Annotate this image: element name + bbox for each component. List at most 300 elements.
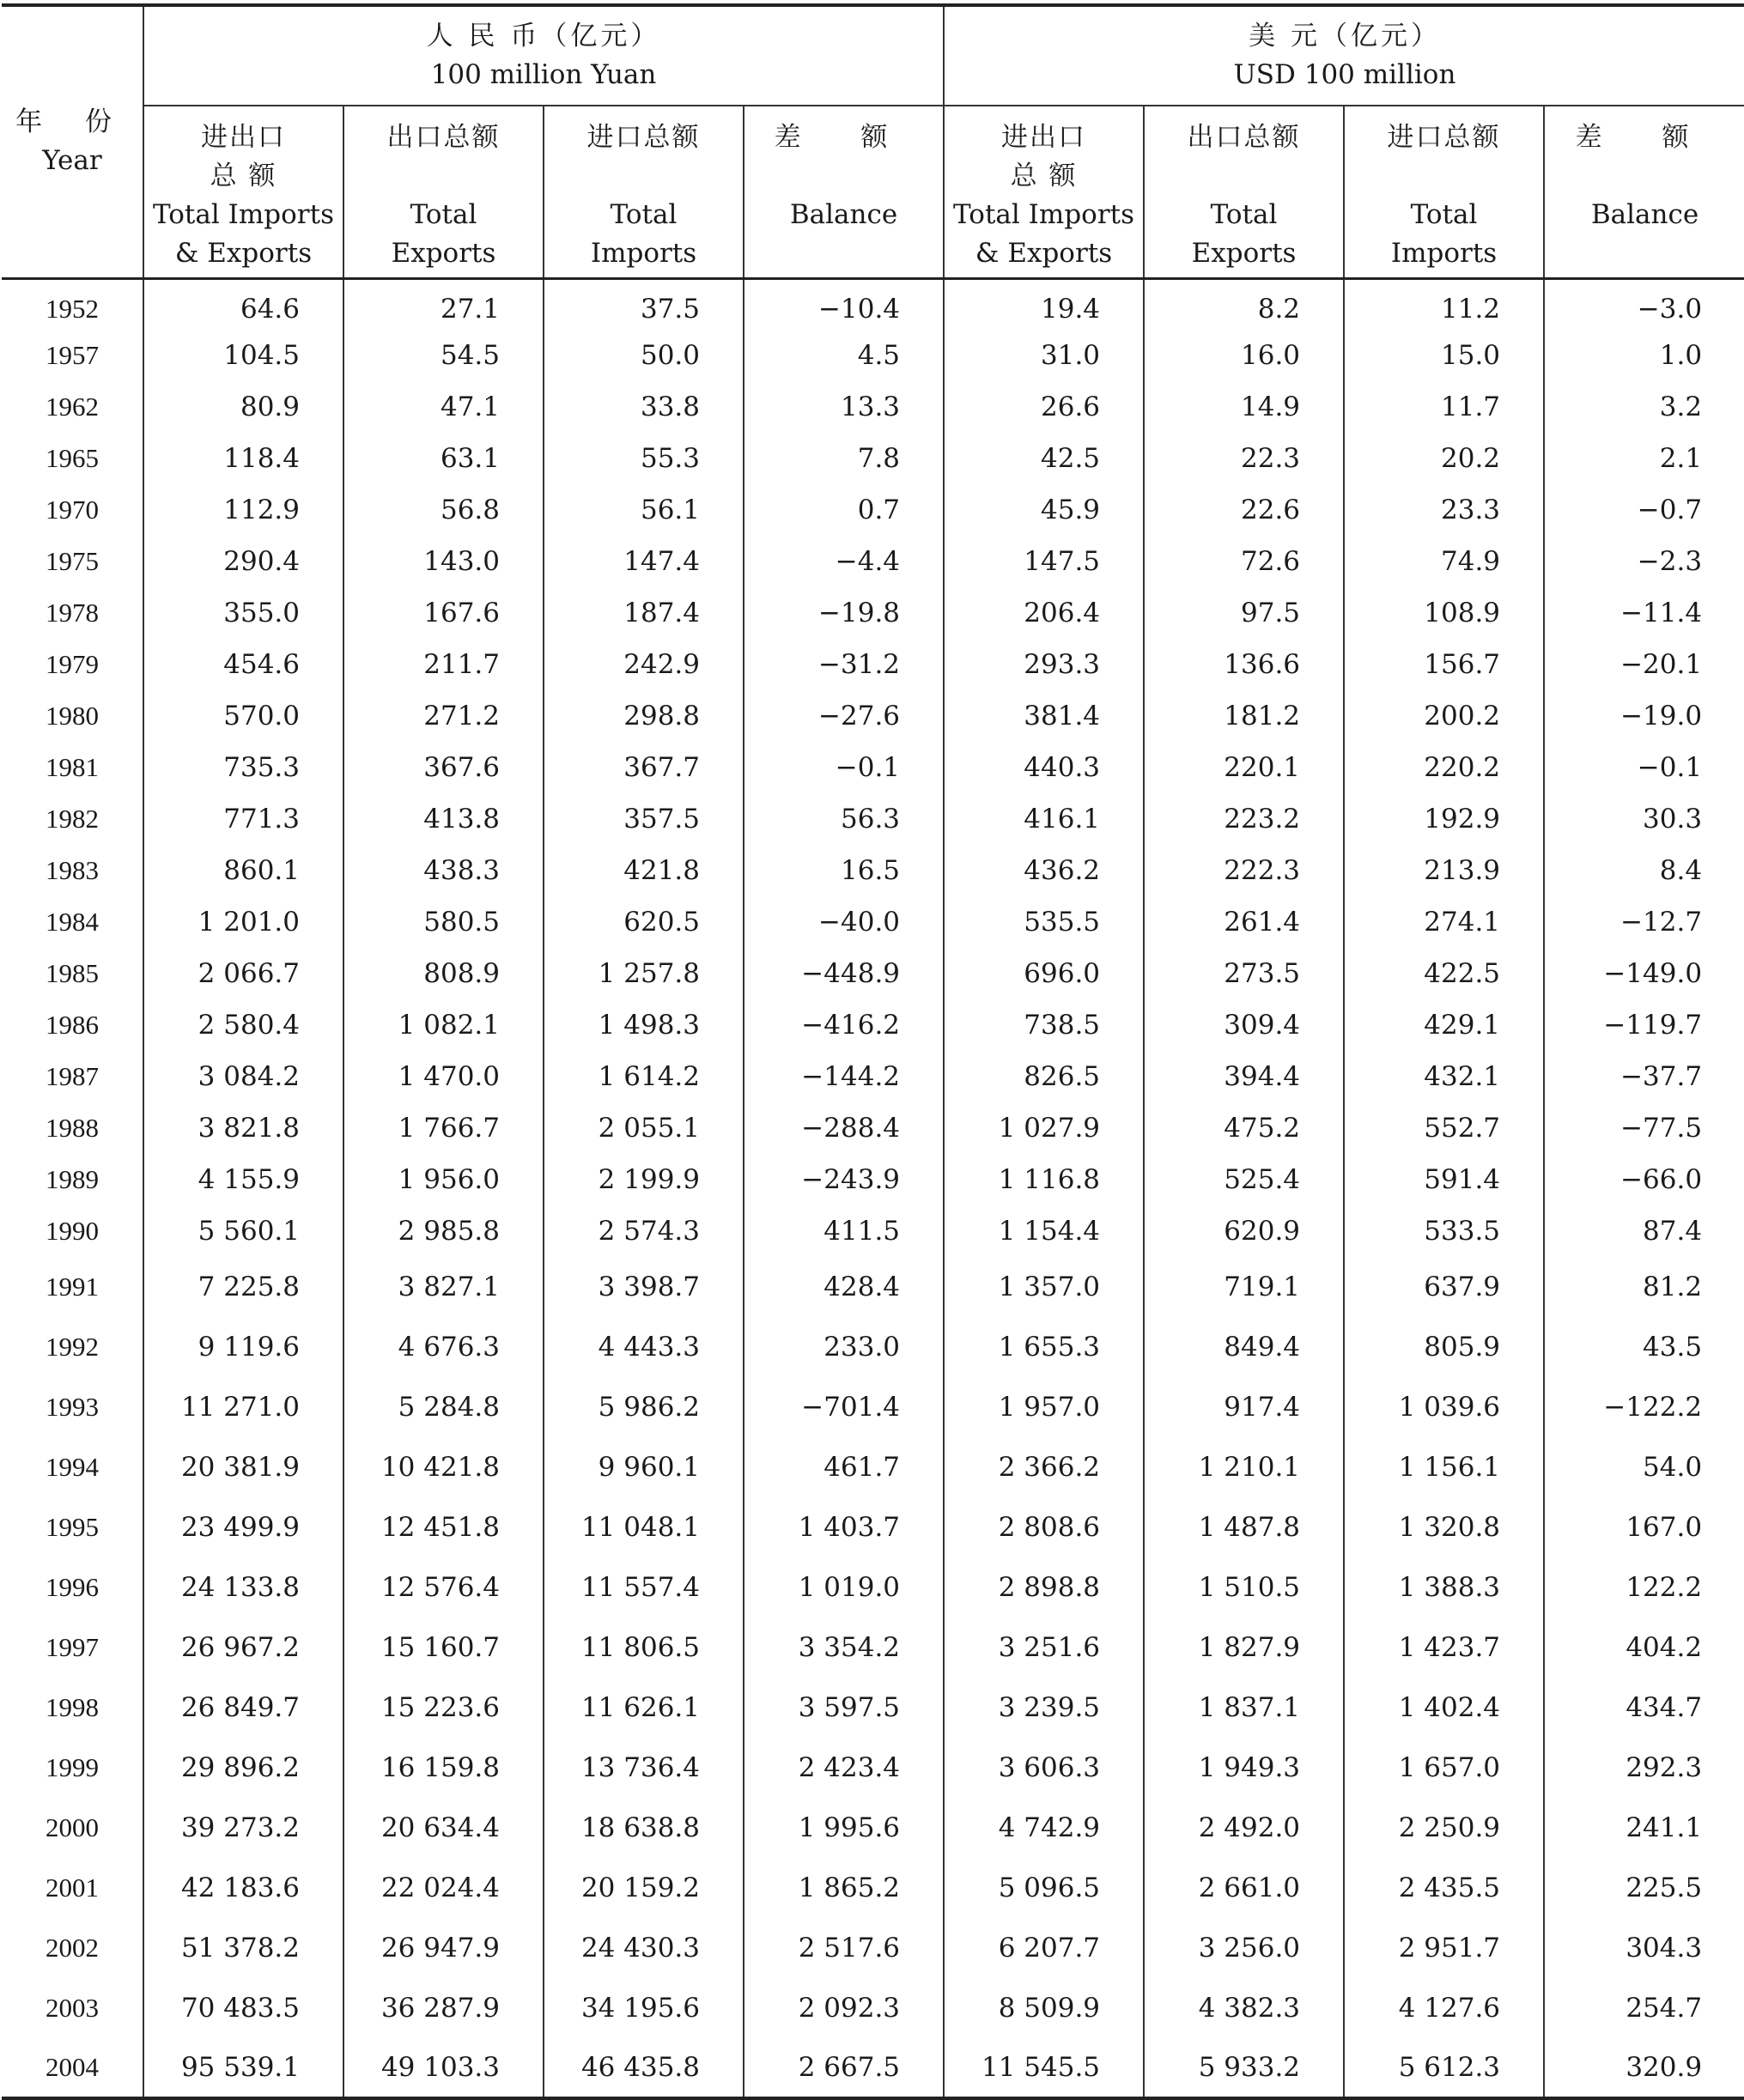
rmb-balance-cell: −144.2 — [744, 1051, 944, 1102]
rmb-balance-cell: 1 403.7 — [744, 1497, 944, 1557]
usd-balance-cell: −37.7 — [1544, 1051, 1744, 1102]
usd-imports-cell: 432.1 — [1344, 1051, 1544, 1102]
year-cell: 2003 — [46, 1993, 99, 2023]
usd-imports-cell: 2 951.7 — [1344, 1918, 1544, 1978]
usd-balance-cell: 434.7 — [1544, 1678, 1744, 1738]
year-cell: 1986 — [46, 1010, 99, 1040]
table-row — [2, 381, 1744, 433]
usd-exports-cell: 2 492.0 — [1144, 1798, 1344, 1858]
usd-exports-cell: 223.2 — [1144, 793, 1344, 845]
usd-imports-cell: 2 250.9 — [1344, 1798, 1544, 1858]
usd-imports-cell: 637.9 — [1344, 1257, 1544, 1317]
rmb-total-cell: 29 896.2 — [143, 1738, 343, 1798]
col-label-en: Total — [1210, 199, 1278, 230]
usd-balance-cell: −0.7 — [1544, 484, 1744, 536]
usd-total-cell: 147.5 — [944, 536, 1144, 587]
rmb-imports-cell: 357.5 — [544, 793, 744, 845]
usd-exports-cell: 475.2 — [1144, 1102, 1344, 1154]
rmb-exports-cell: 12 451.8 — [343, 1497, 544, 1557]
rmb-imports-cell: 367.7 — [544, 742, 744, 793]
col-label-zh: 差 额 — [774, 122, 914, 153]
usd-exports-cell: 222.3 — [1144, 845, 1344, 896]
rmb-total-cell: 9 119.6 — [143, 1317, 343, 1377]
rmb-imports-cell: 1 614.2 — [544, 1051, 744, 1102]
usd-total-cell: 1 027.9 — [944, 1102, 1144, 1154]
rmb-exports-cell: 143.0 — [343, 536, 544, 587]
usd-imports-cell: 2 435.5 — [1344, 1858, 1544, 1918]
table-row — [2, 1317, 1744, 1377]
rmb-exports-cell: 438.3 — [343, 845, 544, 896]
usd-total-cell: 26.6 — [944, 381, 1144, 433]
col-label-en: Total Imports — [953, 199, 1135, 230]
rmb-balance-cell: 428.4 — [744, 1257, 944, 1317]
usd-group-zh: 美 元（亿元） — [1249, 21, 1441, 52]
rmb-balance-cell: −4.4 — [744, 536, 944, 587]
rmb-group-header — [143, 5, 944, 106]
usd-total-cell: 440.3 — [944, 742, 1144, 793]
table-row — [2, 1918, 1744, 1978]
rmb-total-cell: 7 225.8 — [143, 1257, 343, 1317]
usd-balance-cell: −3.0 — [1544, 278, 1744, 330]
usd-imports-cell: 15.0 — [1344, 330, 1544, 381]
rmb-imports-cell: 11 557.4 — [544, 1557, 744, 1617]
usd-balance-cell: −77.5 — [1544, 1102, 1744, 1154]
table-row — [2, 1051, 1744, 1102]
table-row — [2, 948, 1744, 999]
rmb-total-cell: 23 499.9 — [143, 1497, 343, 1557]
col-label-zh-2: 总 额 — [1010, 161, 1078, 191]
usd-balance-cell: −0.1 — [1544, 742, 1744, 793]
year-cell: 1983 — [46, 855, 99, 885]
col-label-spacer — [544, 157, 743, 196]
rmb-imports-cell: 187.4 — [544, 587, 744, 639]
usd-exports-cell: 4 382.3 — [1144, 1978, 1344, 2038]
usd-imports-cell: 1 657.0 — [1344, 1738, 1544, 1798]
usd-exports-cell: 261.4 — [1144, 896, 1344, 948]
rmb-exports-cell: 22 024.4 — [343, 1858, 544, 1918]
rmb-balance-cell: −40.0 — [744, 896, 944, 948]
year-cell: 1992 — [46, 1332, 99, 1362]
usd-balance-cell: −11.4 — [1544, 587, 1744, 639]
rmb-balance-cell: 2 517.6 — [744, 1918, 944, 1978]
usd-exports-cell: 309.4 — [1144, 999, 1344, 1051]
year-cell: 1970 — [46, 495, 99, 525]
usd-imports-cell: 20.2 — [1344, 433, 1544, 484]
rmb-total-cell: 42 183.6 — [143, 1858, 343, 1918]
usd-balance-cell: 320.9 — [1544, 2038, 1744, 2098]
rmb-exports-cell: 12 576.4 — [343, 1557, 544, 1617]
rmb-imports-cell: 11 048.1 — [544, 1497, 744, 1557]
col-label-spacer — [744, 157, 943, 196]
usd-balance-cell: 122.2 — [1544, 1557, 1744, 1617]
usd-imports-cell: 23.3 — [1344, 484, 1544, 536]
usd-imports-cell: 74.9 — [1344, 536, 1544, 587]
rmb-exports-cell: 271.2 — [343, 690, 544, 742]
table-row — [2, 1738, 1744, 1798]
year-cell: 1965 — [46, 443, 99, 473]
rmb-balance-cell: 0.7 — [744, 484, 944, 536]
table-body — [2, 278, 1744, 2098]
rmb-total-cell: 95 539.1 — [143, 2038, 343, 2098]
rmb-total-cell: 3 821.8 — [143, 1102, 343, 1154]
table-row — [2, 1978, 1744, 2038]
rmb-exports-cell: 1 956.0 — [343, 1154, 544, 1205]
usd-imports-cell: 1 039.6 — [1344, 1377, 1544, 1437]
rmb-total-cell: 64.6 — [143, 278, 343, 330]
rmb-balance-cell: 411.5 — [744, 1205, 944, 1257]
rmb-imports-cell: 33.8 — [544, 381, 744, 433]
rmb-imports-cell: 9 960.1 — [544, 1437, 744, 1497]
year-cell: 2000 — [46, 1812, 99, 1842]
rmb-balance-cell: −19.8 — [744, 587, 944, 639]
year-cell: 1993 — [46, 1392, 99, 1422]
table-row — [2, 484, 1744, 536]
rmb-imports-cell: 11 806.5 — [544, 1617, 744, 1678]
usd-exports-cell: 136.6 — [1144, 639, 1344, 690]
header-group-row — [2, 5, 1744, 106]
rmb-balance-cell: 461.7 — [744, 1437, 944, 1497]
usd-total-cell: 5 096.5 — [944, 1858, 1144, 1918]
col-label-en-2: & Exports — [174, 238, 313, 269]
usd-exports-cell: 1 949.3 — [1144, 1738, 1344, 1798]
rmb-balance-cell: −448.9 — [744, 948, 944, 999]
rmb-exports-cell: 1 082.1 — [343, 999, 544, 1051]
table-row — [2, 278, 1744, 330]
year-cell: 1994 — [46, 1452, 99, 1482]
rmb-balance-cell: 2 667.5 — [744, 2038, 944, 2098]
table-row — [2, 330, 1744, 381]
usd-balance-cell: −19.0 — [1544, 690, 1744, 742]
rmb-balance-cell: −27.6 — [744, 690, 944, 742]
usd-total-cell: 535.5 — [944, 896, 1144, 948]
rmb-exports-cell: 2 985.8 — [343, 1205, 544, 1257]
usd-group-en: USD 100 million — [1233, 59, 1456, 90]
usd-imports-cell: 1 402.4 — [1344, 1678, 1544, 1738]
year-cell: 1978 — [46, 598, 99, 628]
usd-total-cell: 42.5 — [944, 433, 1144, 484]
usd-total-cell: 2 366.2 — [944, 1437, 1144, 1497]
usd-imports-cell: 213.9 — [1344, 845, 1544, 896]
rmb-group-zh: 人 民 币（亿元） — [426, 21, 661, 52]
usd-balance-cell: 167.0 — [1544, 1497, 1744, 1557]
rmb-exports-cell: 15 223.6 — [343, 1678, 544, 1738]
year-cell: 1987 — [46, 1061, 99, 1091]
col-label-spacer — [1545, 157, 1744, 196]
table-row — [2, 2038, 1744, 2098]
usd-total-header — [944, 106, 1144, 278]
trade-statistics-table — [2, 3, 1744, 2100]
rmb-balance-cell: 13.3 — [744, 381, 944, 433]
rmb-exports-cell: 47.1 — [343, 381, 544, 433]
col-label-en: Balance — [789, 199, 898, 230]
col-label-zh: 进口总额 — [1387, 122, 1501, 153]
rmb-exports-header — [343, 106, 544, 278]
usd-balance-cell: 304.3 — [1544, 1918, 1744, 1978]
rmb-balance-cell: −416.2 — [744, 999, 944, 1051]
year-cell: 1989 — [46, 1164, 99, 1194]
rmb-balance-cell: 233.0 — [744, 1317, 944, 1377]
usd-total-cell: 2 808.6 — [944, 1497, 1144, 1557]
col-label-en: Total Imports — [153, 199, 334, 230]
rmb-exports-cell: 808.9 — [343, 948, 544, 999]
usd-balance-cell: 225.5 — [1544, 1858, 1744, 1918]
rmb-total-cell: 860.1 — [143, 845, 343, 896]
table-row — [2, 845, 1744, 896]
table-row — [2, 999, 1744, 1051]
usd-imports-cell: 274.1 — [1344, 896, 1544, 948]
year-cell: 1984 — [46, 907, 99, 937]
year-cell: 1990 — [46, 1216, 99, 1246]
usd-imports-cell: 1 388.3 — [1344, 1557, 1544, 1617]
usd-total-cell: 826.5 — [944, 1051, 1144, 1102]
year-cell: 1952 — [46, 293, 99, 324]
col-label-en: Balance — [1590, 199, 1699, 230]
rmb-imports-cell: 56.1 — [544, 484, 744, 536]
rmb-total-cell: 1 201.0 — [143, 896, 343, 948]
rmb-imports-cell: 3 398.7 — [544, 1257, 744, 1317]
table-row — [2, 1678, 1744, 1738]
usd-balance-cell: 241.1 — [1544, 1798, 1744, 1858]
col-label-zh: 出口总额 — [1187, 122, 1301, 153]
rmb-imports-cell: 55.3 — [544, 433, 744, 484]
table-row — [2, 742, 1744, 793]
usd-imports-cell: 200.2 — [1344, 690, 1544, 742]
usd-exports-cell: 97.5 — [1144, 587, 1344, 639]
usd-imports-cell: 533.5 — [1344, 1205, 1544, 1257]
usd-total-cell: 436.2 — [944, 845, 1144, 896]
rmb-exports-cell: 5 284.8 — [343, 1377, 544, 1437]
table-row — [2, 690, 1744, 742]
rmb-exports-cell: 10 421.8 — [343, 1437, 544, 1497]
col-label-zh: 出口总额 — [386, 122, 501, 153]
rmb-total-cell: 26 967.2 — [143, 1617, 343, 1678]
usd-total-cell: 2 898.8 — [944, 1557, 1144, 1617]
rmb-imports-cell: 1 257.8 — [544, 948, 744, 999]
usd-balance-cell: 54.0 — [1544, 1437, 1744, 1497]
year-cell: 1988 — [46, 1113, 99, 1143]
rmb-exports-cell: 16 159.8 — [343, 1738, 544, 1798]
usd-total-cell: 31.0 — [944, 330, 1144, 381]
usd-balance-cell: 292.3 — [1544, 1738, 1744, 1798]
usd-total-cell: 416.1 — [944, 793, 1144, 845]
col-label-en-2: Imports — [590, 238, 697, 269]
usd-exports-cell: 5 933.2 — [1144, 2038, 1344, 2098]
rmb-total-cell: 4 155.9 — [143, 1154, 343, 1205]
usd-imports-cell: 108.9 — [1344, 587, 1544, 639]
usd-imports-cell: 422.5 — [1344, 948, 1544, 999]
year-cell: 1979 — [46, 649, 99, 679]
col-label-en-2: Imports — [1390, 238, 1498, 269]
usd-imports-cell: 4 127.6 — [1344, 1978, 1544, 2038]
rmb-total-cell: 112.9 — [143, 484, 343, 536]
usd-imports-cell: 220.2 — [1344, 742, 1544, 793]
rmb-exports-cell: 1 766.7 — [343, 1102, 544, 1154]
rmb-total-cell: 570.0 — [143, 690, 343, 742]
usd-total-cell: 1 357.0 — [944, 1257, 1144, 1317]
year-cell: 1985 — [46, 958, 99, 988]
rmb-balance-cell: 4.5 — [744, 330, 944, 381]
usd-balance-cell: 254.7 — [1544, 1978, 1744, 2038]
usd-total-cell: 3 251.6 — [944, 1617, 1144, 1678]
col-label-spacer — [1145, 157, 1343, 196]
usd-balance-cell: 2.1 — [1544, 433, 1744, 484]
rmb-total-cell: 355.0 — [143, 587, 343, 639]
rmb-exports-cell: 36 287.9 — [343, 1978, 544, 2038]
rmb-balance-cell: −0.1 — [744, 742, 944, 793]
usd-imports-cell: 1 156.1 — [1344, 1437, 1544, 1497]
col-label-zh: 进出口 — [1001, 122, 1087, 153]
usd-balance-cell: −149.0 — [1544, 948, 1744, 999]
year-cell: 1995 — [46, 1512, 99, 1542]
rmb-imports-cell: 46 435.8 — [544, 2038, 744, 2098]
usd-exports-cell: 2 661.0 — [1144, 1858, 1344, 1918]
rmb-total-cell: 454.6 — [143, 639, 343, 690]
table-row — [2, 1377, 1744, 1437]
rmb-exports-cell: 413.8 — [343, 793, 544, 845]
rmb-total-cell: 118.4 — [143, 433, 343, 484]
rmb-balance-cell: 56.3 — [744, 793, 944, 845]
col-label-en-2: & Exports — [975, 238, 1113, 269]
rmb-total-cell: 20 381.9 — [143, 1437, 343, 1497]
rmb-balance-cell: 2 423.4 — [744, 1738, 944, 1798]
rmb-imports-cell: 242.9 — [544, 639, 744, 690]
table-row — [2, 1205, 1744, 1257]
year-cell: 1975 — [46, 546, 99, 576]
rmb-total-cell: 104.5 — [143, 330, 343, 381]
table-row — [2, 1102, 1744, 1154]
usd-total-cell: 738.5 — [944, 999, 1144, 1051]
usd-balance-cell: 30.3 — [1544, 793, 1744, 845]
year-cell: 1991 — [46, 1272, 99, 1302]
usd-balance-cell: 1.0 — [1544, 330, 1744, 381]
usd-total-cell: 3 606.3 — [944, 1738, 1144, 1798]
rmb-imports-cell: 18 638.8 — [544, 1798, 744, 1858]
usd-total-cell: 19.4 — [944, 278, 1144, 330]
table-row — [2, 1497, 1744, 1557]
usd-imports-cell: 552.7 — [1344, 1102, 1544, 1154]
usd-balance-cell: 3.2 — [1544, 381, 1744, 433]
rmb-imports-cell: 5 986.2 — [544, 1377, 744, 1437]
rmb-exports-cell: 63.1 — [343, 433, 544, 484]
rmb-total-cell: 735.3 — [143, 742, 343, 793]
year-column-header — [2, 5, 143, 278]
usd-total-cell: 381.4 — [944, 690, 1144, 742]
table-row — [2, 433, 1744, 484]
col-label-spacer — [1345, 157, 1543, 196]
col-label-en-2: Exports — [391, 238, 496, 269]
table-row — [2, 1858, 1744, 1918]
table-row — [2, 639, 1744, 690]
rmb-total-cell: 2 066.7 — [143, 948, 343, 999]
rmb-total-cell: 11 271.0 — [143, 1377, 343, 1437]
usd-total-cell: 6 207.7 — [944, 1918, 1144, 1978]
col-label-zh: 进口总额 — [586, 122, 701, 153]
table-row — [2, 896, 1744, 948]
usd-exports-cell: 181.2 — [1144, 690, 1344, 742]
usd-exports-cell: 1 210.1 — [1144, 1437, 1344, 1497]
usd-total-cell: 4 742.9 — [944, 1798, 1144, 1858]
usd-imports-cell: 5 612.3 — [1344, 2038, 1544, 2098]
usd-imports-cell: 1 320.8 — [1344, 1497, 1544, 1557]
year-cell: 1957 — [46, 340, 99, 370]
usd-exports-cell: 16.0 — [1144, 330, 1344, 381]
usd-total-cell: 45.9 — [944, 484, 1144, 536]
usd-imports-cell: 192.9 — [1344, 793, 1544, 845]
col-label-spacer — [344, 157, 543, 196]
rmb-balance-cell: 2 092.3 — [744, 1978, 944, 2038]
table-row — [2, 1154, 1744, 1205]
rmb-exports-cell: 49 103.3 — [343, 2038, 544, 2098]
usd-balance-cell: −20.1 — [1544, 639, 1744, 690]
usd-exports-cell: 1 487.8 — [1144, 1497, 1344, 1557]
rmb-imports-cell: 147.4 — [544, 536, 744, 587]
rmb-balance-cell: 7.8 — [744, 433, 944, 484]
rmb-imports-cell: 2 574.3 — [544, 1205, 744, 1257]
usd-imports-cell: 1 423.7 — [1344, 1617, 1544, 1678]
usd-imports-cell: 591.4 — [1344, 1154, 1544, 1205]
usd-balance-header — [1544, 106, 1744, 278]
year-cell: 2004 — [46, 2052, 99, 2082]
rmb-exports-cell: 54.5 — [343, 330, 544, 381]
year-cell: 2001 — [46, 1872, 99, 1903]
usd-total-cell: 1 957.0 — [944, 1377, 1144, 1437]
col-label-en: Total — [610, 199, 678, 230]
usd-exports-cell: 849.4 — [1144, 1317, 1344, 1377]
usd-imports-cell: 805.9 — [1344, 1317, 1544, 1377]
rmb-balance-cell: −31.2 — [744, 639, 944, 690]
rmb-exports-cell: 4 676.3 — [343, 1317, 544, 1377]
rmb-imports-cell: 11 626.1 — [544, 1678, 744, 1738]
table-row — [2, 1798, 1744, 1858]
rmb-total-cell: 80.9 — [143, 381, 343, 433]
rmb-imports-cell: 50.0 — [544, 330, 744, 381]
usd-imports-cell: 156.7 — [1344, 639, 1544, 690]
usd-imports-cell: 11.7 — [1344, 381, 1544, 433]
rmb-imports-cell: 24 430.3 — [544, 1918, 744, 1978]
year-header-zh: 年 份 — [15, 106, 129, 138]
document-page — [2, 0, 1742, 2094]
rmb-balance-cell: 16.5 — [744, 845, 944, 896]
rmb-imports-cell: 298.8 — [544, 690, 744, 742]
usd-exports-cell: 22.3 — [1144, 433, 1344, 484]
usd-balance-cell: −12.7 — [1544, 896, 1744, 948]
rmb-total-cell: 26 849.7 — [143, 1678, 343, 1738]
year-cell: 1962 — [46, 391, 99, 422]
usd-exports-cell: 14.9 — [1144, 381, 1344, 433]
rmb-imports-cell: 421.8 — [544, 845, 744, 896]
usd-balance-cell: 87.4 — [1544, 1205, 1744, 1257]
rmb-imports-cell: 2 199.9 — [544, 1154, 744, 1205]
usd-total-cell: 293.3 — [944, 639, 1144, 690]
usd-total-cell: 3 239.5 — [944, 1678, 1144, 1738]
usd-balance-cell: 8.4 — [1544, 845, 1744, 896]
rmb-imports-cell: 1 498.3 — [544, 999, 744, 1051]
usd-exports-cell: 620.9 — [1144, 1205, 1344, 1257]
usd-balance-cell: 81.2 — [1544, 1257, 1744, 1317]
year-cell: 1998 — [46, 1692, 99, 1722]
rmb-total-cell: 39 273.2 — [143, 1798, 343, 1858]
rmb-total-cell: 5 560.1 — [143, 1205, 343, 1257]
usd-balance-cell: 43.5 — [1544, 1317, 1744, 1377]
rmb-imports-cell: 20 159.2 — [544, 1858, 744, 1918]
header-column-row — [2, 106, 1744, 278]
year-cell: 2002 — [46, 1933, 99, 1963]
table-row — [2, 793, 1744, 845]
usd-balance-cell: 404.2 — [1544, 1617, 1744, 1678]
usd-imports-cell: 429.1 — [1344, 999, 1544, 1051]
rmb-balance-cell: −10.4 — [744, 278, 944, 330]
usd-exports-cell: 22.6 — [1144, 484, 1344, 536]
